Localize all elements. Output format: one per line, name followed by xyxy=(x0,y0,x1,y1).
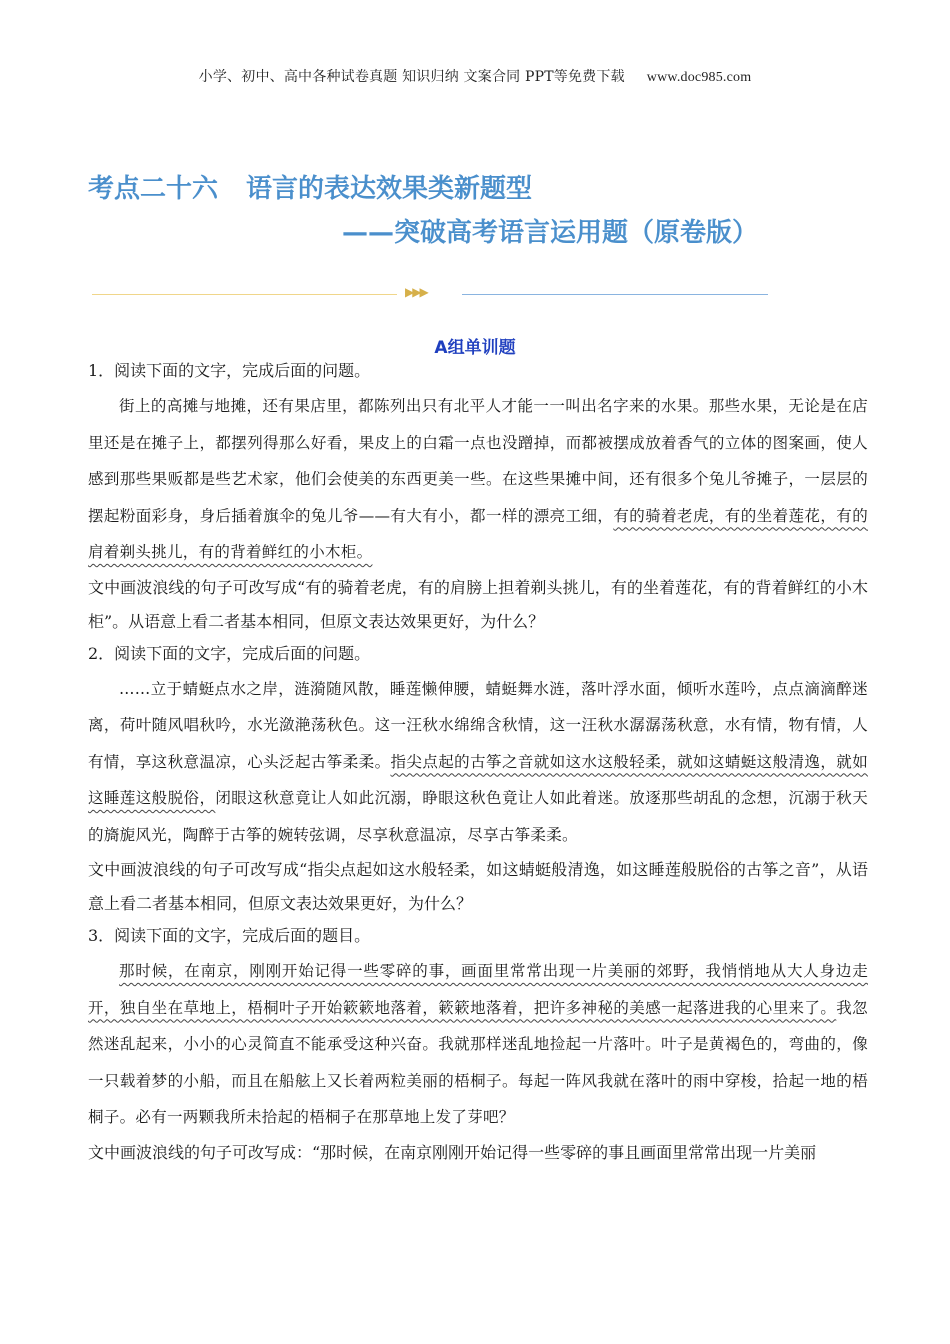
wavy-underlined-sentence: 有的骑着老虎，有的坐着莲花，有的肩着剃头挑儿，有的背着鲜红的小木柜。 xyxy=(88,506,868,561)
site-header xyxy=(0,66,950,86)
decorative-divider xyxy=(92,287,768,301)
question-1-passage xyxy=(88,388,868,571)
question-2-prompt: 2．阅读下面的文字，完成后面的问题。 xyxy=(88,643,371,663)
question-3-passage xyxy=(88,953,868,1136)
question-2-passage xyxy=(88,671,868,854)
title-main: 语言的表达效果类新题型 xyxy=(246,174,533,204)
passage-text-after: 我忽然迷乱起来，小小的心灵简直不能承受这种兴奋。我就那样迷乱地捡起一片落叶。叶子是黄褐色的，弯曲的，像一只载着梦的小船，而且在船舷上又长着两粒美丽的梧桐子。每起一阵风我就在落叶的雨中穿梭，拾起一地的梧桐子。必有一两颗我所未拾起的梧桐子在那草地上发了芽吧？ xyxy=(88,998,868,1126)
page-title-line1 xyxy=(88,168,532,205)
passage-text-after: 闭眼这秋意竟让人如此沉溺，睁眼这秋色竟让人如此着迷。放逐那些胡乱的念想，沉溺于秋天的旖旎风光，陶醉于古筝的婉转弦调，尽享秋意温凉，尽享古筝柔柔。 xyxy=(88,789,868,844)
question-3-prompt: 3．阅读下面的文字，完成后面的题目。 xyxy=(88,926,371,945)
wavy-underlined-sentence: 那时候，在南京，刚刚开始记得一些零碎的事，画面里常常出现一片美丽的郊野，我悄悄地从大人身边走开，独自坐在草地上，梧桐叶子开始簌簌地落着，簌簌地落着，把许多神秘的美感一起落进我的心里来了。 xyxy=(88,962,868,1017)
passage-text: ……立于蜻蜓点水之岸，涟漪随风散，睡莲懒伸腰，蜻蜓舞水涟，落叶浮水面，倾听水莲吟，点点滴滴醉迷离，荷叶随风唱秋吟，水光潋滟荡秋色。这一汪秋水绵绵含秋情，这一汪秋水潺潺荡秋意，水有情，物有情，人有情，享这秋意温凉，心头泛起古筝柔柔。 xyxy=(88,679,868,771)
question-1-text: 文中画波浪线的句子可改写成“有的骑着老虎，有的肩膀上担着剃头挑儿，有的坐着莲花，有的背着鲜红的小木柜”。从语意上看二者基本相同，但原文表达效果更好，为什么？ xyxy=(88,577,868,631)
divider-line-right xyxy=(462,294,768,295)
question-2-text: 文中画波浪线的句子可改写成“指尖点起如这水般轻柔，如这蜻蜓般清逸，如这睡莲般脱俗的古筝之音”，从语意上看二者基本相同，但原文表达效果更好，为什么？ xyxy=(88,860,868,913)
site-url-link[interactable]: www.doc985.com xyxy=(646,70,752,85)
divider-line-left xyxy=(92,294,397,295)
title-prefix: 考点二十六 xyxy=(88,174,219,204)
question-1-prompt: 1．阅读下面的文字，完成后面的问题。 xyxy=(88,361,371,380)
questions-content xyxy=(88,356,868,1170)
triple-arrow-icon: ▶▶▶ xyxy=(405,285,427,299)
section-heading: A组单训题 xyxy=(434,338,516,358)
wavy-underlined-sentence: 指尖点起的古筝之音就如这水这般轻柔，就如这蜻蜓这般清逸，就如这睡莲这般脱俗， xyxy=(88,752,868,807)
question-3-text: 文中画波浪线的句子可改写成：“那时候，在南京刚刚开始记得一些零碎的事且画面里常常出现一片美丽 xyxy=(88,1142,817,1162)
site-header-text: 小学、初中、高中各种试卷真题 知识归纳 文案合同 PPT等免费下载 xyxy=(198,69,625,85)
page-title-line2: ——突破高考语言运用题（原卷版） xyxy=(342,218,759,248)
passage-text: 街上的高摊与地摊，还有果店里，都陈列出只有北平人才能一一叫出名字来的水果。那些水果，无论是在店里还是在摊子上，都摆列得那么好看，果皮上的白霜一点也没蹭掉，而都被摆成放着香气的立体的图案画，使人感到那些果贩都是些艺术家，他们会使美的东西更美一些。在这些果摊中间，还有很多个兔儿爷摊子，一层层的摆起粉面彩身，身后插着旗伞的兔儿爷——有大有小，都一样的漂亮工细， xyxy=(88,397,868,525)
